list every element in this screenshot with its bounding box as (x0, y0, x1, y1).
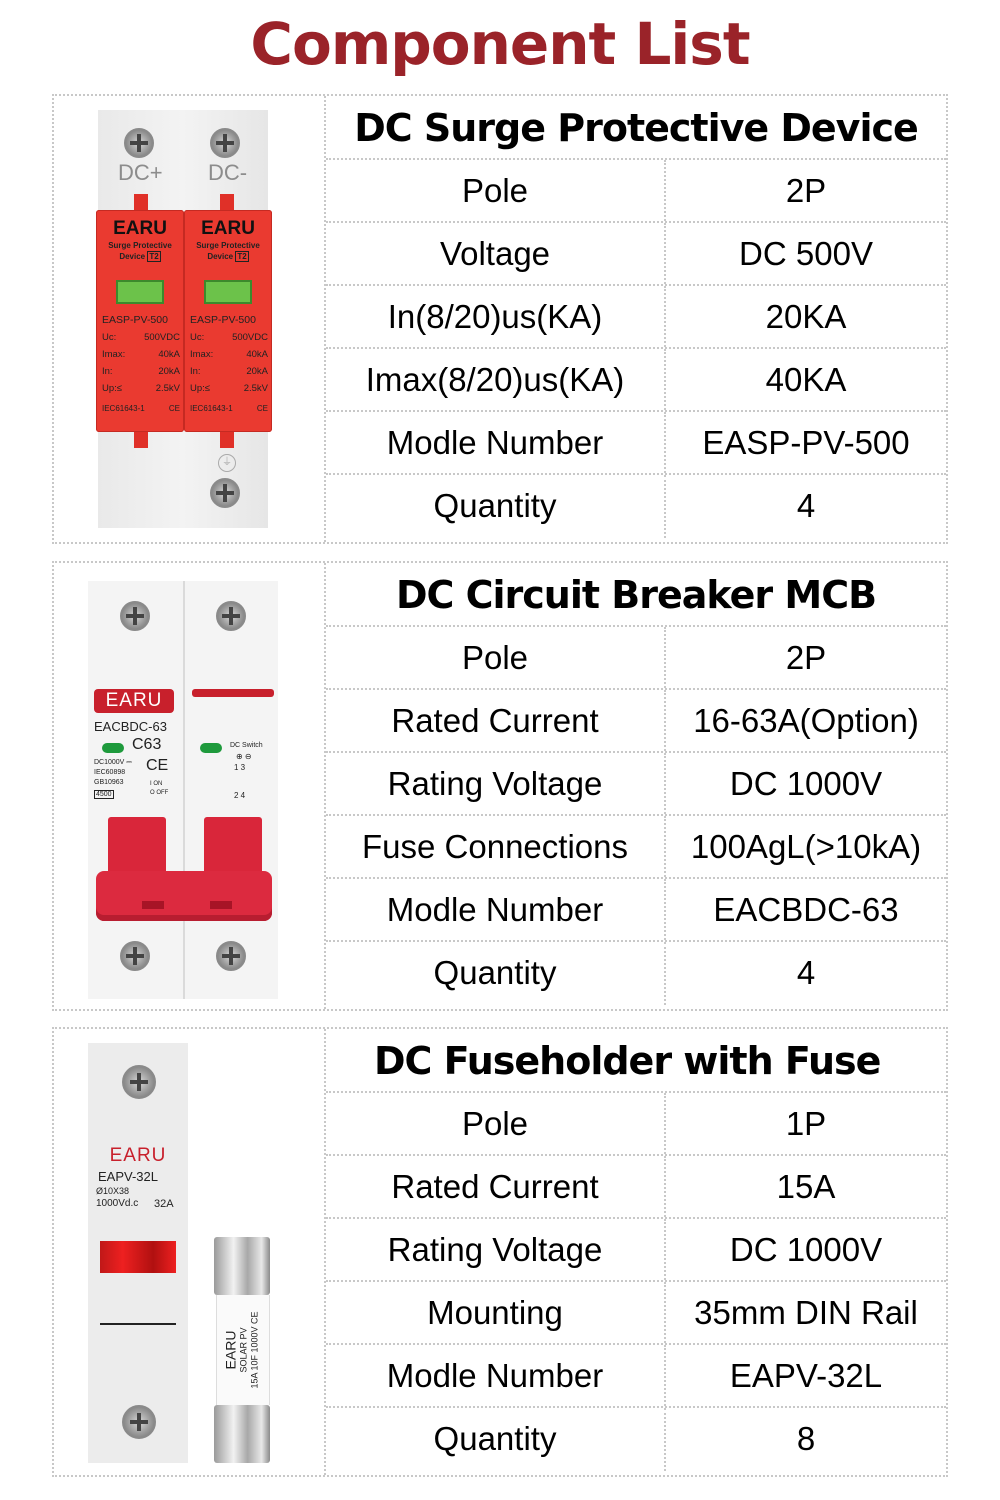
row-value: 20KA (765, 298, 847, 335)
fuse-cartridge (214, 1237, 270, 1463)
ground-icon: ⏚ (218, 454, 236, 472)
terminal-numbers-bottom: 2 4 (234, 791, 246, 800)
spd-tab (220, 194, 234, 210)
row-label: Modle Number (326, 879, 666, 940)
row-label: Voltage (326, 223, 666, 284)
row-label: In(8/20)us(KA) (326, 286, 666, 347)
table-row (326, 690, 946, 753)
spd-subtitle: Surge Protective Device T2 (108, 241, 172, 261)
row-label: Rated Current (326, 1156, 666, 1217)
row-label: Quantity (326, 475, 666, 538)
pole-divider (183, 581, 185, 999)
section-fuseholder (52, 1027, 948, 1477)
row-label: Modle Number (326, 1345, 666, 1406)
current-label: 32A (154, 1198, 174, 1210)
row-value: EASP-PV-500 (702, 424, 910, 461)
fuseholder-device (88, 1043, 188, 1463)
polarity-icons: ⊕ ⊖ (236, 752, 252, 761)
fuse-cap-top (214, 1237, 270, 1295)
screw-icon (120, 941, 150, 971)
spec-in: In: 20kA (102, 366, 180, 377)
spd-subtitle: Surge Protective Device T2 (196, 241, 260, 261)
table-row (326, 160, 946, 223)
model-label: EAPV-32L (98, 1169, 158, 1184)
section-title: DC Surge Protective Device (326, 96, 946, 160)
spd-device (98, 110, 268, 528)
spd-tab (134, 432, 148, 448)
row-label: Pole (326, 160, 666, 221)
brand-logo: EARU (109, 1145, 167, 1166)
spec-uc: Uc: 500VDC (102, 332, 180, 343)
model-label: EASP-PV-500 (190, 314, 256, 326)
table-row (326, 753, 946, 816)
status-led (102, 743, 124, 753)
table-row (326, 349, 946, 412)
row-value: 4 (796, 487, 816, 524)
on-label: I ON (150, 781, 163, 787)
spec-imax: Imax: 40kA (102, 349, 180, 360)
dc-minus-label: DC- (208, 160, 248, 185)
section-title: DC Fuseholder with Fuse (326, 1029, 946, 1093)
row-label: Rating Voltage (326, 753, 666, 814)
divider-line (100, 1323, 176, 1325)
table-row (326, 879, 946, 942)
row-value: 2P (785, 172, 827, 209)
row-label: Fuse Connections (326, 816, 666, 877)
table-row (326, 1408, 946, 1471)
row-value: 2P (785, 639, 827, 676)
section-title: DC Circuit Breaker MCB (326, 563, 946, 627)
table-row (326, 286, 946, 349)
table-row (326, 1093, 946, 1156)
spec-imax: Imax: 40kA (190, 349, 268, 360)
screw-icon (120, 601, 150, 631)
standard-label: IEC60898 (94, 769, 126, 776)
row-value: DC 1000V (729, 1231, 883, 1268)
table-row (326, 412, 946, 475)
breaking-capacity: 4500 (96, 791, 112, 798)
status-window (204, 280, 252, 304)
row-value: 16-63A(Option) (693, 702, 919, 739)
mcb-product-image (54, 563, 326, 1009)
row-value: EACBDC-63 (713, 891, 899, 928)
fuse-cap-bottom (214, 1405, 270, 1463)
handle-slot (142, 901, 164, 909)
row-label: Rated Current (326, 690, 666, 751)
model-label: EASP-PV-500 (102, 314, 168, 326)
spec-table-mcb (326, 563, 946, 1009)
table-row (326, 816, 946, 879)
screw-icon (216, 941, 246, 971)
mcb-device (88, 581, 278, 999)
row-value: 4 (796, 954, 816, 991)
spd-product-image (54, 96, 326, 542)
model-label: EACBDC-63 (94, 719, 167, 734)
section-circuit-breaker (52, 561, 948, 1011)
spec-table-spd (326, 96, 946, 542)
spec-table-fuseholder (326, 1029, 946, 1475)
voltage-label: DC1000V ⎓ (94, 759, 132, 766)
row-label: Quantity (326, 942, 666, 1005)
status-window (116, 280, 164, 304)
spd-tab (220, 432, 234, 448)
row-label: Pole (326, 627, 666, 688)
page-title: Component List (250, 10, 750, 78)
brand-label: EARU (201, 218, 255, 239)
fuse-label: EARU SOLAR PV 15A 10F 1000V CE (222, 1311, 260, 1389)
screw-icon (210, 128, 240, 158)
table-row (326, 1345, 946, 1408)
row-value: 40KA (765, 361, 847, 398)
voltage-label: 1000Vd.c (96, 1198, 139, 1209)
brand-logo: EARU (94, 689, 174, 713)
size-label: Ø10X38 (96, 1186, 130, 1196)
standard-label: GB10963 (94, 779, 124, 786)
table-row (326, 1156, 946, 1219)
red-bar (192, 689, 274, 697)
spec-up: Up:≤ 2.5kV (190, 383, 268, 394)
row-value: EAPV-32L (729, 1357, 883, 1394)
screw-icon (216, 601, 246, 631)
screw-icon (122, 1405, 156, 1439)
row-label: Quantity (326, 1408, 666, 1471)
toggle-handle (96, 871, 272, 921)
spd-tab (134, 194, 148, 210)
spec-up: Up:≤ 2.5kV (102, 383, 180, 394)
row-value: 100AgL(>10kA) (690, 828, 922, 865)
table-row (326, 1219, 946, 1282)
spd-module-left (96, 210, 184, 432)
off-label: O OFF (150, 790, 169, 796)
row-value: 1P (785, 1105, 827, 1142)
spec-standard: IEC61643-1 CE (102, 404, 180, 413)
row-value: DC 500V (739, 235, 873, 272)
row-value: 35mm DIN Rail (694, 1294, 918, 1331)
spd-module-right (184, 210, 272, 432)
row-value: 8 (796, 1420, 816, 1457)
table-row (326, 627, 946, 690)
section-surge-protective-device (52, 94, 948, 544)
row-value: 15A (776, 1168, 836, 1205)
indicator-window (100, 1241, 176, 1273)
row-label: Mounting (326, 1282, 666, 1343)
spec-uc: Uc: 500VDC (190, 332, 268, 343)
table-row (326, 475, 946, 538)
screw-icon (122, 1065, 156, 1099)
row-value: DC 1000V (729, 765, 883, 802)
table-row (326, 942, 946, 1005)
row-label: Pole (326, 1093, 666, 1154)
row-label: Imax(8/20)us(KA) (326, 349, 666, 410)
handle-slot (210, 901, 232, 909)
row-label: Modle Number (326, 412, 666, 473)
spec-standard: IEC61643-1 CE (190, 404, 268, 413)
dc-plus-label: DC+ (118, 160, 163, 185)
brand-label: EARU (113, 218, 167, 239)
ce-mark: CE (146, 757, 169, 774)
curve-label: C63 (132, 736, 162, 753)
table-row (326, 223, 946, 286)
fuse-body (216, 1295, 270, 1405)
terminal-numbers-top: 1 3 (234, 763, 246, 772)
status-led (200, 743, 222, 753)
fuseholder-product-image (54, 1029, 326, 1475)
dc-switch-label: DC Switch (230, 742, 263, 749)
screw-icon (124, 128, 154, 158)
screw-icon (210, 478, 240, 508)
table-row (326, 1282, 946, 1345)
spec-in: In: 20kA (190, 366, 268, 377)
row-label: Rating Voltage (326, 1219, 666, 1280)
